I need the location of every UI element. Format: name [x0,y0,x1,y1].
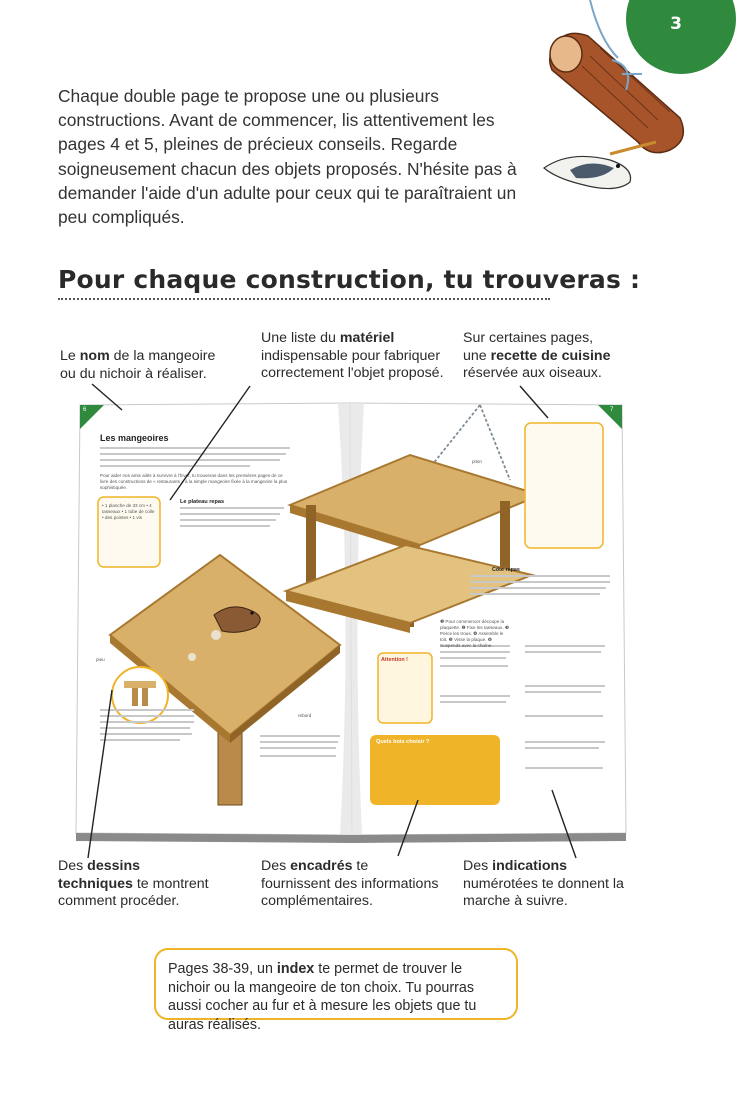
book-label-piton: piton [472,459,482,464]
intro-paragraph: Chaque double page te propose une ou plusieurs constructions. Avant de commencer, lis attentivement les pages 4 et 5, pleines de précieux conseils. Regarde soigneusement chacun des objets proposés. N'hésite pas à demander l'aide d'un adulte pour ceux qui te paraîtraient un peu compliqués. [58,86,517,228]
book-label-rebord: rebord [298,713,312,718]
page-number: 3 [670,14,682,34]
section-title: Pour chaque construction, tu trouveras : [58,265,641,294]
callout-materials: Une liste du matériel indispensable pour fabriquer correctement l'objet proposé. [261,330,444,381]
book-label-pieu: pieu [96,657,105,662]
left-page-number: 6 [83,407,87,413]
leader-recipe [520,386,548,418]
callout-boxes: Des encadrés te fournissent des informations complémentaires. [261,858,439,909]
book-attention-title: Attention ! [381,657,408,663]
leader-materials [170,386,250,500]
callout-drawings: Des dessins techniques te montrent comment procéder. [58,858,209,909]
book-wood-title: Quels bois choisir ? [376,739,430,745]
leader-steps [552,790,576,858]
callout-recipe: Sur certaines pages, une recette de cuisine réservée aux oiseaux. [463,330,611,381]
leader-drawings [88,690,112,858]
book-plateau-title: Le plateau repas [180,499,225,505]
right-page-number: 7 [610,407,614,413]
leader-name [92,384,122,410]
book-left-title: Les mangeoires [100,433,169,443]
book-suspended-title: Côté repas [492,567,520,573]
book-step-lines: ❶ Pour commencer découpe la plaquette. ❷ Fixe les tasseaux. ❸ Perce les trous. ❹ Assemble le toit. ❺ Visse la plaque. ❻ Suspends avec la chaîne. [440,619,510,648]
book-intro-lines: Pour aider nos amis ailés à survivre à l'hiver, tu trouveras dans les premières pages de ce livre des constructions de « restaurants » à la simple mangeoire fixée à la mangeoire la plus sophistiquée. [100,473,288,490]
book-material-lines: • 1 planche de 33 cm • 4 tasseaux • 1 tube de colle • des pointes • 1 vis [102,503,155,520]
callout-steps: Des indications numérotées te donnent la marche à suivre. [463,858,624,909]
leader-boxes [398,800,418,856]
index-info-box: Pages 38-39, un index te permet de trouver le nichoir ou la mangeoire de ton choix. Tu pourras aussi cocher au fur et à mesure les objets que tu auras réalisés. [154,948,518,1020]
callout-name: Le nom de la mangeoire ou du nichoir à réaliser. [60,348,216,382]
